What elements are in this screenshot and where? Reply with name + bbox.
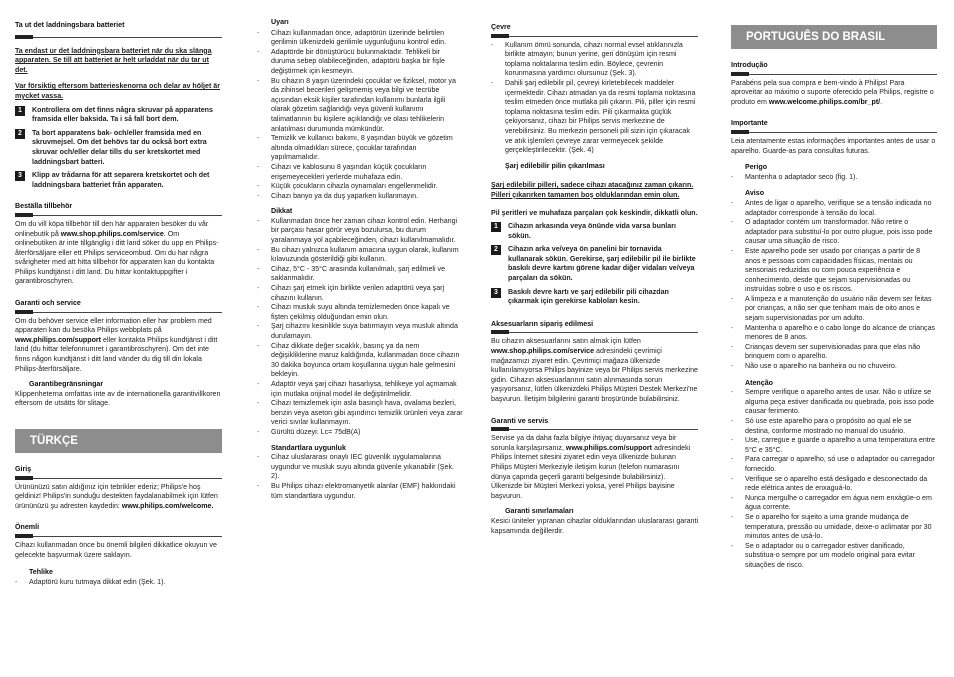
- step-text: Baskılı devre kartı ve şarj edilebilir pili cihazdan çıkarmak için gerekirse kabloları kesin.: [508, 287, 669, 306]
- list-item: [731, 494, 937, 513]
- list-item: [491, 41, 698, 79]
- list-item-text: Cihazı banyo ya da duş yaparken kullanmayın.: [271, 191, 419, 200]
- bullet-dash: -: [731, 417, 734, 425]
- list-item-text: Para carregar o aparelho, só use o adaptador ou carregador fornecido.: [745, 455, 935, 473]
- list-item: [257, 303, 463, 322]
- language-band-turkish: TÜRKÇE: [15, 429, 222, 453]
- accessories-url[interactable]: www.shop.philips.com/service: [60, 229, 164, 238]
- list-item-text: Verifique se o aparelho está desligado e desconectado da rede elétrica antes de enxaguá-lo.: [745, 474, 928, 493]
- step-text: Cihazın arkasında veya önünde vida varsa bunları sökün.: [508, 222, 676, 240]
- bullet-dash: -: [731, 436, 734, 445]
- section-title-warranty: [15, 296, 222, 309]
- intro-text-a: Ürününüzü satın aldığınız için tebrikler ederiz; Philips'e hoş geldiniz! Philips'in sunduğu destekten faydalanabilmek için lütfen ürününüzü şu adresten kaydedin:: [15, 482, 218, 510]
- intro-text-pt: [731, 79, 937, 108]
- section-title-intro-pt: [731, 58, 937, 71]
- warning-list: [257, 29, 463, 202]
- section-title-accessories-tr: [491, 317, 698, 330]
- language-band-portuguese: PORTUGUÊS DO BRASIL: [731, 25, 937, 49]
- section-title-battery: [15, 18, 222, 31]
- bullet-dash: -: [731, 294, 734, 303]
- list-item-text: Cihaz dikkate değer sıcaklık, basınç ya da nem değişikliklerine maruz kaldığında, kullanmadan önce cihazın 30 dakika boyunca ortam koşullarına uygun hale gelmesini bekleyin.: [271, 341, 460, 379]
- limits-title-tr: Garanti sınırlamaları: [505, 507, 574, 516]
- list-item-text: Nunca mergulhe o carregador em água nem enxágüe-o em água corrente.: [745, 493, 932, 512]
- bullet-dash: -: [257, 134, 260, 143]
- battery-steps: [15, 106, 222, 191]
- important-title-pt: Importante: [731, 119, 768, 128]
- list-item-text: Adaptörde bir dönüştürücü bulunmaktadır. Tehlikeli bir duruma sebep olabileceğinden, adaptörü başka bir fişle değiştirmek için kesmeyin.: [271, 47, 445, 75]
- list-item: [15, 578, 222, 588]
- bullet-dash: -: [731, 512, 734, 521]
- accessories-text-b-tr: adresindeki çevrimiçi mağazamızı ziyaret edin. Çevrimiçi mağaza ülkenizde kullanılamıyorsa Philips bayinize veya bir Philips servis merkezine gidin. Cihazın aksesuarlarının satın alınmasında sorun yaşıyorsanız, lütfen ülkenizdeki Philips Müşteri Destek Merkezi'ne başvurun. İletişim bilgilerini garanti broşüründe bulabilirsiniz.: [491, 347, 698, 403]
- list-item: [257, 48, 463, 77]
- list-item: [731, 218, 937, 247]
- bullet-dash: -: [257, 191, 260, 200]
- important-title: Önemli: [15, 523, 40, 532]
- column-4: [731, 25, 937, 571]
- list-item-text: A limpeza e a manutenção do usuário não devem ser feitas por crianças, a não ser que tenham mais de oito anos e sejam supervisionadas por um adulto.: [745, 294, 932, 323]
- step-text: Klipp av trådarna för att separera kretskortet och det laddningsbara batteriet från apparaten.: [32, 171, 210, 189]
- battery-title-tr: Şarj edilebilir pilin çıkarılması: [505, 161, 605, 170]
- list-item-text: Şarj cihazını kesinlikle suya batırmayın veya musluk altında durulamayın.: [271, 322, 458, 340]
- list-item: [257, 342, 463, 380]
- list-item-text: Cihazı şarj etmek için birlikte verilen adaptörü veya şarj cihazını kullanın.: [271, 284, 445, 302]
- column-1: [15, 14, 222, 587]
- list-item-text: Se o aparelho for sujeito a uma grande mudança de temperatura, pressão ou umidade, deixe-o aclimatar por 30 minutos antes de usá-lo.: [745, 512, 932, 541]
- list-item-text: Se o adaptador ou o carregador estiver danificado, substitua-o sempre por um modelo original para evitar situações de risco.: [745, 541, 915, 569]
- list-item: [731, 362, 937, 372]
- list-item: [257, 482, 463, 501]
- list-item: [257, 134, 463, 163]
- list-item-text: Cihazı ve kablosunu 8 yaşından küçük çocukların erişemeyecekleri yerlerde muhafaza edin.: [271, 162, 427, 181]
- bullet-dash: -: [731, 362, 734, 371]
- list-item: [731, 455, 937, 474]
- caution-title-pt: Atenção: [745, 378, 773, 387]
- step-item: [491, 288, 698, 307]
- list-item: [731, 295, 937, 324]
- bullet-dash: -: [731, 323, 734, 332]
- list-item: [257, 217, 463, 246]
- battery-steps-tr: [491, 222, 698, 307]
- bullet-dash: -: [257, 399, 260, 408]
- list-item-text: Não use o aparelho na banheira ou no chuveiro.: [745, 362, 897, 371]
- intro-text-b-pt: .: [880, 97, 883, 106]
- step-item: [491, 245, 698, 283]
- step-text: Kontrollera om det finns några skruvar på apparatens framsida eller baksida. Ta i så fall bort dem.: [32, 105, 213, 124]
- warranty-title-tr: Garanti ve servis: [491, 416, 549, 425]
- limits-title: Garantibegränsningar: [29, 380, 104, 389]
- list-item: [257, 192, 463, 202]
- list-item-text: Só use este aparelho para o propósito ao qual ele se destina, conforme mostrado no manual do usuário.: [745, 417, 912, 435]
- bullet-dash: -: [731, 474, 734, 483]
- bullet-dash: -: [731, 388, 734, 397]
- environment-list: [491, 41, 698, 156]
- bullet-dash: -: [257, 162, 260, 171]
- section-rule: [15, 312, 222, 313]
- list-item-text: Kullanım ömrü sonunda, cihazı normal evsel atıklarınızla birlikte atmayın; bunun yerine, geri dönüşüm için resmi toplama noktalarına teslim edin. Böylece, çevrenin korunmasına yardımcı olursunuz (Şek. 3).: [505, 40, 683, 78]
- warning-title-pt: Aviso: [745, 189, 765, 198]
- list-item-text: Cihaz, 5°C - 35°C arasında kullanılmalı, şarj edilmeli ve saklanmalıdır.: [271, 264, 446, 283]
- bullet-dash: -: [731, 342, 734, 351]
- bullet-dash: -: [731, 172, 734, 181]
- section-title-important: [15, 520, 222, 533]
- list-item: [257, 265, 463, 284]
- step-item: [15, 106, 222, 125]
- bullet-dash: -: [257, 379, 260, 388]
- bullet-dash: -: [257, 28, 260, 37]
- accessories-text: [15, 220, 222, 287]
- caution-list: [257, 217, 463, 438]
- section-title-environment: [491, 20, 698, 33]
- list-item: [257, 284, 463, 303]
- list-item: [257, 453, 463, 482]
- bullet-dash: -: [257, 453, 260, 462]
- intro-title-pt: Introdução: [731, 61, 768, 69]
- list-item-text: Antes de ligar o aparelho, verifique se a tensão indicada no adaptador corresponde à tensão do local.: [745, 198, 932, 217]
- bullet-dash: -: [257, 245, 260, 254]
- section-title-accessories: [15, 199, 222, 212]
- column-2: [257, 18, 463, 501]
- bullet-dash: -: [731, 455, 734, 464]
- list-item-text: Use, carregue e guarde o aparelho a uma temperatura entre 5°C e 35°C.: [745, 436, 936, 454]
- list-item-text: Cihazı temizlemek için asla basınçlı hava, ovalama bezleri, benzin veya aseton gibi aşındırıcı temizlik ürünleri veya zarar verici sıvılar kullanmayın.: [271, 399, 463, 427]
- intro-text: [15, 483, 222, 512]
- list-item: [731, 343, 937, 362]
- list-item-text: Cihazı kullanmadan önce, adaptörün üzerinde belirtilen gerilimin ülkenizdeki gerilimle uygunluğunu kontrol edin.: [271, 28, 447, 47]
- section-rule: [15, 536, 222, 537]
- list-item: [257, 380, 463, 399]
- section-rule: [731, 132, 937, 133]
- list-item-text: Cihaz uluslararası onaylı IEC güvenlik uygulamalarına uygundur ve musluk suyu altında güvenle yıkanabilir (Şek. 2).: [271, 453, 454, 481]
- step-number: 2: [491, 245, 501, 255]
- list-item-text: Adaptörü kuru tutmaya dikkat edin (Şek. 1).: [29, 577, 166, 586]
- list-item-text: Küçük çocukların cihazla oynamaları engellenmelidir.: [271, 182, 438, 191]
- bullet-dash: -: [731, 198, 734, 207]
- warning-list-pt: [731, 199, 937, 372]
- list-item-text: Bu cihazı yalnızca kullanım amacına uygun olarak, kullanım kılavuzunda gösterildiği gibi kullanın.: [271, 245, 459, 264]
- step-item: [491, 222, 698, 241]
- list-item: [257, 399, 463, 428]
- section-rule: [731, 74, 937, 75]
- column-3: [491, 20, 698, 538]
- list-item-text: Mantenha o adaptador seco (fig. 1).: [745, 172, 858, 181]
- bullet-dash: -: [257, 47, 260, 56]
- limits-text: Klippenheterna omfattas inte av de internationella garantivillkoren eftersom de utsätts för slitage.: [15, 389, 221, 408]
- standards-list: [257, 453, 463, 501]
- accessories-title: Beställa tillbehör: [15, 202, 73, 211]
- accessories-title-tr: Aksesuarların sipariş edilmesi: [491, 319, 594, 328]
- step-number: 1: [491, 222, 501, 232]
- intro-url-pt[interactable]: www.welcome.philips.com/br_pt/: [768, 97, 881, 106]
- bullet-dash: -: [257, 76, 260, 85]
- list-item: [731, 513, 937, 542]
- section-rule: [15, 478, 222, 479]
- caution-title: Dikkat: [271, 207, 293, 216]
- caution-list-pt: [731, 388, 937, 570]
- bullet-dash: -: [731, 246, 734, 255]
- intro-text-a-pt: Parabéns pela sua compra e bem-vindo à Philips! Para aproveitar ao máximo o suporte oferecido pela Philips, registre o produto em: [731, 78, 934, 106]
- list-item: [257, 29, 463, 48]
- intro-url[interactable]: www.philips.com/welcome.: [121, 501, 214, 510]
- list-item: [731, 199, 937, 218]
- section-rule: [491, 36, 698, 37]
- list-item: [731, 173, 937, 183]
- section-rule: [15, 215, 222, 216]
- list-item-text: Mantenha o aparelho e o cabo longe do alcance de crianças menores de 8 anos.: [745, 323, 936, 342]
- warranty-text-a: Om du behöver service eller information eller har problem med apparaten kan du besöka Philips webbplats på: [15, 316, 212, 335]
- list-item: [731, 324, 937, 343]
- list-item: [257, 182, 463, 192]
- step-item: [15, 129, 222, 167]
- list-item-text: Adaptör veya şarj cihazı hasarlıysa, tehlikeye yol açmamak için mutlaka orijinal model ile değiştirilmelidir.: [271, 379, 457, 398]
- bullet-dash: -: [491, 78, 494, 87]
- list-item: [731, 436, 937, 455]
- list-item: [491, 79, 698, 156]
- list-item-text: Temizlik ve kullanıcı bakımı, 8 yaşından büyük ve gözetim altında olmadıkları sürece, çocuklar tarafından yapılmamalıdır.: [271, 134, 453, 162]
- list-item: [731, 247, 937, 295]
- bullet-dash: -: [491, 40, 494, 49]
- section-title-intro: [15, 462, 222, 475]
- bullet-dash: -: [257, 284, 260, 293]
- step-number: 3: [491, 288, 501, 298]
- bullet-dash: -: [257, 481, 260, 490]
- list-item: [257, 428, 463, 438]
- step-number: 3: [15, 171, 25, 181]
- bullet-dash: -: [257, 303, 260, 312]
- list-item: [731, 542, 937, 571]
- accessories-url-tr[interactable]: www.shop.philips.com/service: [491, 347, 595, 356]
- step-text: Ta bort apparatens bak- och/eller framsida med en skruvmejsel. Om det behövs tar du också bort extra skruvar och/eller delar tills du ser kretskortet med laddningsbart batteri.: [32, 128, 207, 166]
- list-item-text: Crianças devem ser supervisionadas para que elas não brinquem com o aparelho.: [745, 342, 921, 361]
- bullet-dash: -: [257, 341, 260, 350]
- list-item: [257, 77, 463, 135]
- step-number: 1: [15, 106, 25, 116]
- limits-text-tr: Kesici üniteler yıpranan cihazlar olduklarından uluslararası garanti kapsamında değillerdir.: [491, 516, 699, 535]
- bullet-dash: -: [257, 182, 260, 191]
- bullet-dash: -: [15, 577, 18, 586]
- battery-title: Ta ut det laddningsbara batteriet: [15, 21, 125, 29]
- important-text-pt: Leia atentamente estas informações importantes antes de usar o aparelho. Guarde-as para consultas futuras.: [731, 136, 936, 155]
- section-rule: [15, 37, 222, 38]
- warranty-title: Garanti och service: [15, 299, 81, 308]
- danger-list: [15, 578, 222, 588]
- section-title-important-pt: [731, 116, 937, 129]
- warranty-text-b: eller kontakta Philips kundtjänst i ditt land (du hittar telefonnumret i garantibroschyren). Om det inte finns någon kundtjänst i ditt land vänder du dig till din lokala Philips-återförsäljare.: [15, 335, 218, 373]
- danger-list-pt: [731, 173, 937, 183]
- section-rule: [491, 429, 698, 430]
- accessories-text-tr: [491, 337, 698, 404]
- bullet-dash: -: [257, 264, 260, 273]
- battery-note-tr: Pil şeritleri ve muhafaza parçaları çok keskindir, dikkatli olun.: [491, 208, 698, 217]
- step-item: [15, 171, 222, 190]
- accessories-text-b: . Om onlinebutiken är inte tillgänglig i ditt land söker du upp en Philips-återförsäljare eller ett Philips serviceombud. Om du har några svårigheter med att hitta tillbehör för apparaten kan du kontakta Philips kundtjänst i ditt land. Du hittar kontaktuppgifter i garantibroschyren.: [15, 229, 219, 286]
- bullet-dash: -: [731, 541, 734, 550]
- bullet-dash: -: [257, 216, 260, 225]
- standards-title: Standartlara uygunluk: [271, 443, 346, 452]
- list-item-text: Cihazı musluk suyu altında temizlemeden önce kapalı ve fişten çekilmiş olduğundan emin olun.: [271, 303, 450, 321]
- list-item-text: Gürültü düzeyi: Lc= 75dB(A): [271, 427, 361, 436]
- danger-title-pt: Perigo: [745, 163, 768, 172]
- warranty-url[interactable]: www.philips.com/support: [15, 335, 102, 344]
- battery-warning-1: Ta endast ur det laddningsbara batteriet när du ska slänga apparaten. Se till att batteriet är helt urladdat när du tar ut det.: [15, 46, 212, 74]
- warranty-text-a-tr: Servise ya da daha fazla bilgiye ihtiyaç duyarsanız veya bir sorunla karşılaşırsanız,: [491, 434, 677, 452]
- warranty-url-tr[interactable]: www.philips.com/support: [565, 443, 652, 452]
- bullet-dash: -: [731, 493, 734, 502]
- list-item-text: Bu cihazın 8 yaşın üzerindeki çocuklar ve fiziksel, motor ya da zihinsel becerileri gelişmemiş veya bilgi ve tecrübe açısından eksik kişiler tarafından kullanımı bunlarla ilgili olarak gözetim sağlandığı veya güvenli kullanımı talimatlarının bu kişilere açıklandığı ve olası tehlikelerin anlatılması durumunda mümkündür.: [271, 76, 456, 133]
- step-number: 2: [15, 129, 25, 139]
- list-item: [257, 163, 463, 182]
- warranty-text: [15, 317, 222, 375]
- list-item-text: Este aparelho pode ser usado por crianças a partir de 8 anos e pessoas com capacidades físicas, mentais ou sensoriais reduzidas ou com pouca experiência e conhecimento, desde que sejam supervisionadas ou instruídas sobre o uso e os riscos.: [745, 246, 921, 294]
- bullet-dash: -: [731, 218, 734, 227]
- list-item-text: O adaptador contém um transformador. Não retire o adaptador para substituí-lo por outro plugue, pois isso pode causar uma situação de risco.: [745, 218, 933, 246]
- warranty-text-tr: [491, 434, 698, 501]
- accessories-text-a-tr: Bu cihazın aksesuarlarını satın almak için lütfen: [491, 337, 641, 346]
- battery-warning-2: Var försiktig eftersom batterieskenorna och delar av höljet är mycket vassa.: [15, 82, 221, 100]
- intro-title: Giriş: [15, 465, 32, 473]
- environment-title: Çevre: [491, 23, 511, 31]
- list-item: [731, 417, 937, 436]
- list-item: [731, 388, 937, 417]
- danger-title: Tehlike: [29, 568, 53, 577]
- accessories-text-a: Om du vill köpa tillbehör till den här apparaten besöker du vår onlinebutik på: [15, 219, 209, 238]
- list-item: [731, 475, 937, 494]
- list-item: [257, 246, 463, 265]
- list-item-text: Sempre verifique o aparelho antes de usar. Não o utilize se alguma peça estiver danificada ou quebrada, pois isso pode causar ferimento.: [745, 388, 934, 416]
- warning-title: Uyarı: [271, 18, 289, 26]
- list-item-text: Kullanmadan önce her zaman cihazı kontrol edin. Herhangi bir parçası hasar görür veya bozulursa, bu durum yaralanmaya yol açabileceğinden, cihazı kullanılmamalıdır.: [271, 216, 458, 245]
- list-item-text: Bu Philips cihazı elektromanyetik alanlar (EMF) hakkındaki tüm standartlara uygundur.: [271, 481, 456, 500]
- section-rule: [491, 332, 698, 333]
- battery-warning-tr: Şarj edilebilir pilleri, sadece cihazı atacağınız zaman çıkarın. Pilleri çıkarırken tamamen boş olduklarından emin olun.: [491, 181, 694, 199]
- section-title-warranty-tr: [491, 414, 698, 427]
- bullet-dash: -: [257, 427, 260, 436]
- step-text: Cihazın arka ve/veya ön panelini bir tornavida kullanarak sökün. Gerekirse, şarj edilebilir pil ile birlikte baskılı devre kartını görene kadar diğer vidaları ve/veya parçaları da sökün.: [508, 245, 696, 283]
- bullet-dash: -: [257, 322, 260, 331]
- list-item-text: Dahili şarj edilebilir pil, çevreyi kirletebilecek maddeler içermektedir. Cihazı atmadan ya da resmi toplama noktasına teslim etmeden önce mutlaka pili çıkarın. Pili, piller için resmi toplama noktasına teslim edin. Pili çıkarmakta güçlük çekiyorsanız, cihazı bir Philips servis merkezine de verebilirsiniz. Bu merkezin personeli pili sizin için çıkaracak ve atık işlemleri çevreye zarar vermeyecek şekilde gerçekleştirilecektir. (Şek. 4): [505, 78, 696, 155]
- list-item: [257, 322, 463, 341]
- warranty-text-b-tr: adresindeki Philips İnternet sitesini ziyaret edin veya ülkenizde bulunan Philips Müşteri Merkeziyle iletişim kurun (telefon numarasını dünya çapında geçerli garanti belgesinde bulabilirsiniz). Ülkenizde bir Müşteri Merkezi yoksa, yerel Philips bayisine başvurun.: [491, 443, 691, 500]
- important-text: Cihazı kullanmadan önce bu önemli bilgileri dikkatlice okuyun ve gelecekte başvurmak üzere saklayın.: [15, 540, 217, 559]
